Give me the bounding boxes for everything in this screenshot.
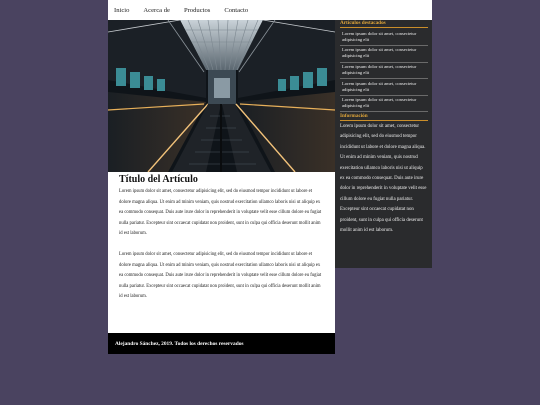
top-nav <box>108 0 432 20</box>
featured-heading: Artículos destacados <box>340 20 428 28</box>
footer <box>108 333 335 354</box>
escalator-photo-icon <box>108 20 335 172</box>
featured-item[interactable]: Lorem ipsum dolor sit amet, consectetur adipisicing elit <box>340 79 428 96</box>
info-text: Lorem ipsum dolor sit amet, consectetur adipisicing elit, sed do eiusmod tempor incididunt ut labore et dolore magna aliqua. Ut enim ad minim veniam, quis nostrud exercitation ullamco laboris nisi ut aliquip ex ea commodo consequat. Duis aute irure dolor in reprehenderit in voluptate velit esse cillum dolore eu fugiat nulla pariatur. Excepteur sint occaecat cupidatat non proident, sunt in culpa qui officia deserunt mollit anim id est laborum. <box>340 123 427 233</box>
page <box>108 0 432 354</box>
nav-link-inicio[interactable]: Inicio <box>114 6 130 14</box>
featured-item[interactable]: Lorem ipsum dolor sit amet, consectetur adipisicing elit <box>340 46 428 63</box>
sidebar <box>335 20 432 268</box>
info-heading: Información <box>340 113 428 121</box>
footer-copyright: Alejandro Sánchez, 2019. Todos los derechos reservados <box>115 340 244 347</box>
article <box>108 172 335 333</box>
article-paragraph: Lorem ipsum dolor sit amet, consectetur adipisicing elit, sed do eiusmod tempor incididunt ut labore et dolore magna aliqua. Ut enim ad minim veniam, quis nostrud exercitation ullamco laboris nisi ut aliquip ex ea commodo consequat. Duis aute irure dolor in reprehenderit in voluptate velit esse cillum dolore eu fugiat nulla pariatur. Excepteur sint occaecat cupidatat non proident, sunt in culpa qui officia deserunt mollit anim id est laborum. <box>119 251 322 300</box>
article-title: Título del Artículo <box>119 174 198 185</box>
nav-link-acerca-de[interactable]: Acerca de <box>143 6 170 14</box>
featured-item[interactable]: Lorem ipsum dolor sit amet, consectetur adipisicing elit <box>340 96 428 113</box>
article-paragraph: Lorem ipsum dolor sit amet, consectetur adipisicing elit, sed do eiusmod tempor incididunt ut labore et dolore magna aliqua. Ut enim ad minim veniam, quis nostrud exercitation ullamco laboris nisi ut aliquip ex ea commodo consequat. Duis aute irure dolor in reprehenderit in voluptate velit esse cillum dolore eu fugiat nulla pariatur. Excepteur sint occaecat cupidatat non proident, sunt in culpa qui officia deserunt mollit anim id est laborum. <box>119 189 322 237</box>
featured-list <box>340 30 428 113</box>
featured-item[interactable]: Lorem ipsum dolor sit amet, consectetur adipisicing elit <box>340 63 428 80</box>
hero-image <box>108 20 335 172</box>
nav-link-contacto[interactable]: Contacto <box>224 6 249 14</box>
featured-item[interactable]: Lorem ipsum dolor sit amet, consectetur adipisicing elit <box>340 30 428 47</box>
nav-link-productos[interactable]: Productos <box>183 6 211 14</box>
